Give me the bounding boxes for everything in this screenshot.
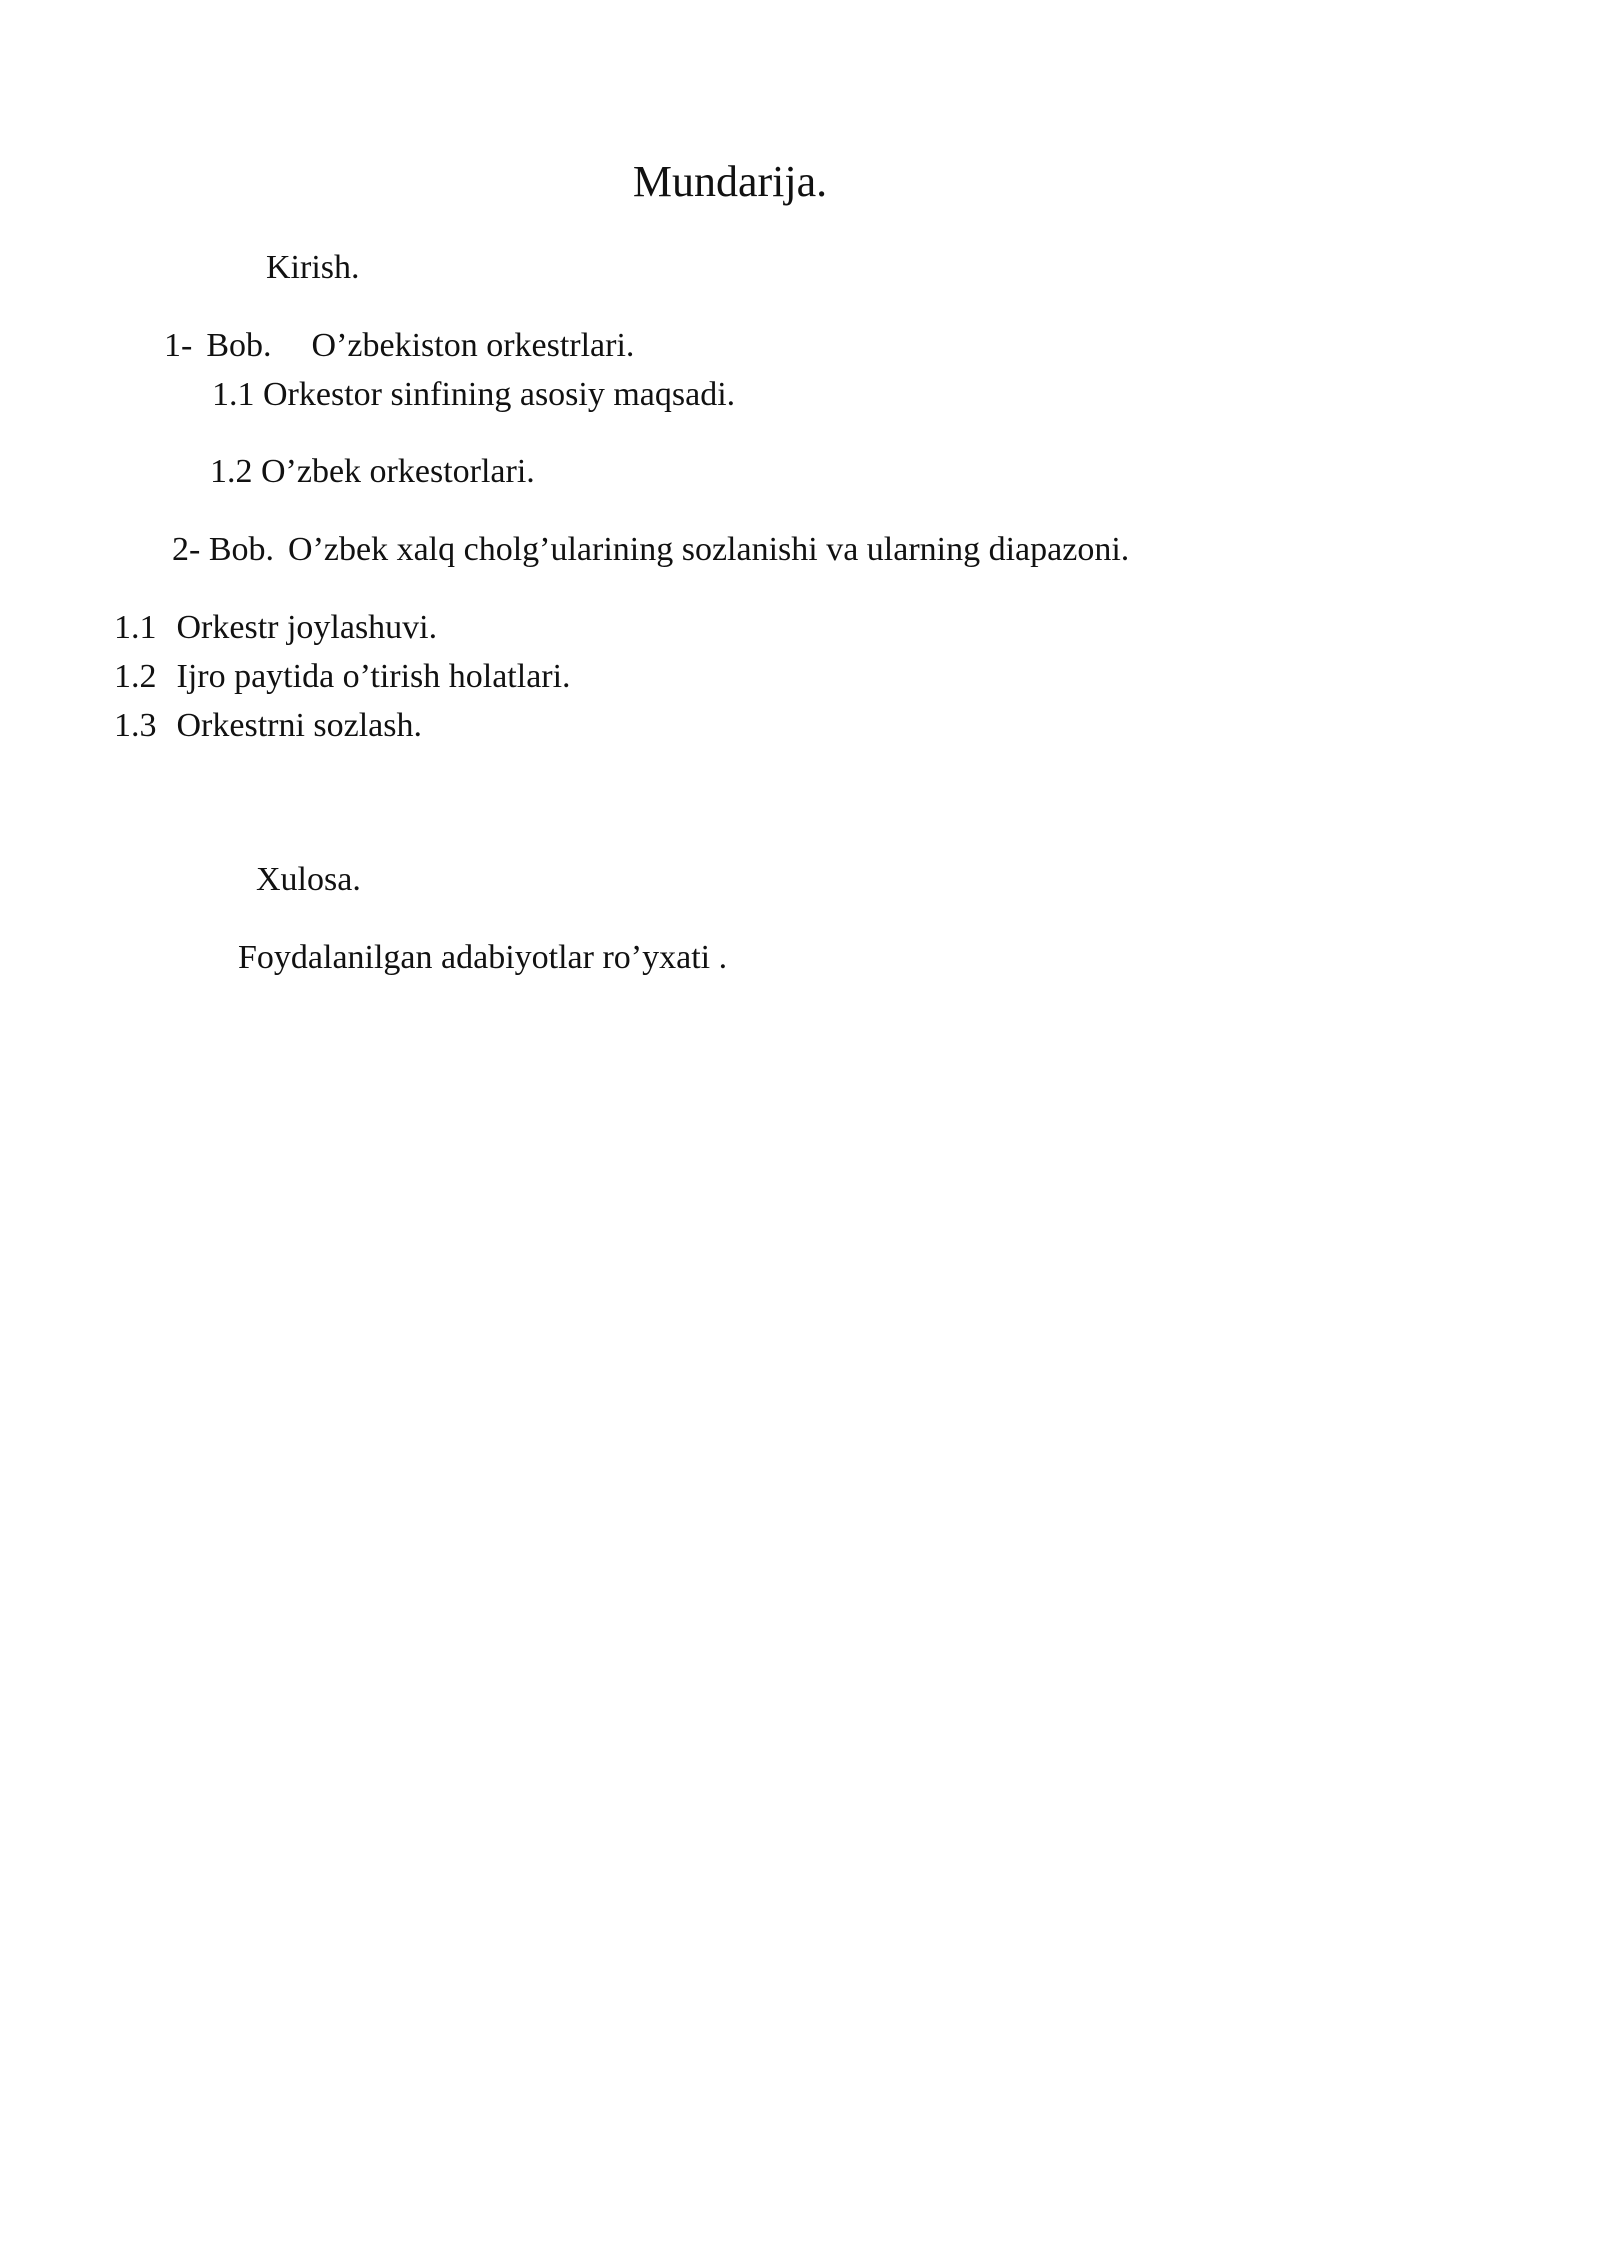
chapter-label: Bob. xyxy=(208,531,275,568)
toc-entry-chapter-1 xyxy=(164,324,634,368)
toc-entry-conclusion: Xulosa. xyxy=(256,861,361,898)
section-number: 1.2 xyxy=(210,453,253,490)
toc-entry-section-2-3 xyxy=(114,704,422,748)
chapter-number: 1- xyxy=(164,327,193,364)
toc-entry-intro: Kirish. xyxy=(266,249,360,286)
section-title: Ijro paytida o’tirish holatlari. xyxy=(176,658,571,695)
chapter-number: 2- xyxy=(172,531,201,568)
toc-entry-references: Foydalanilgan adabiyotlar ro’yxati . xyxy=(238,939,728,976)
toc-entry-chapter-2 xyxy=(172,528,1129,572)
section-title: Orkestrni sozlash. xyxy=(176,707,423,744)
chapter-title: O’zbek xalq cholg’ularining sozlanishi va ularning diapazoni. xyxy=(288,531,1130,568)
page-title: Mundarija. xyxy=(632,157,828,206)
toc-entry-section-1-1 xyxy=(212,373,735,417)
section-title: Orkestor sinfining asosiy maqsadi. xyxy=(263,376,736,413)
section-title: O’zbek orkestorlari. xyxy=(261,453,535,490)
section-number: 1.3 xyxy=(114,707,157,744)
section-number: 1.1 xyxy=(212,376,255,413)
section-number: 1.1 xyxy=(114,609,157,646)
toc-entry-section-1-2 xyxy=(210,450,535,494)
section-title: Orkestr joylashuvi. xyxy=(176,609,438,646)
chapter-title: O’zbekiston orkestrlari. xyxy=(311,327,635,364)
toc-entry-section-2-1 xyxy=(114,606,437,650)
section-number: 1.2 xyxy=(114,658,157,695)
chapter-label: Bob. xyxy=(206,327,272,364)
toc-entry-section-2-2 xyxy=(114,655,571,699)
